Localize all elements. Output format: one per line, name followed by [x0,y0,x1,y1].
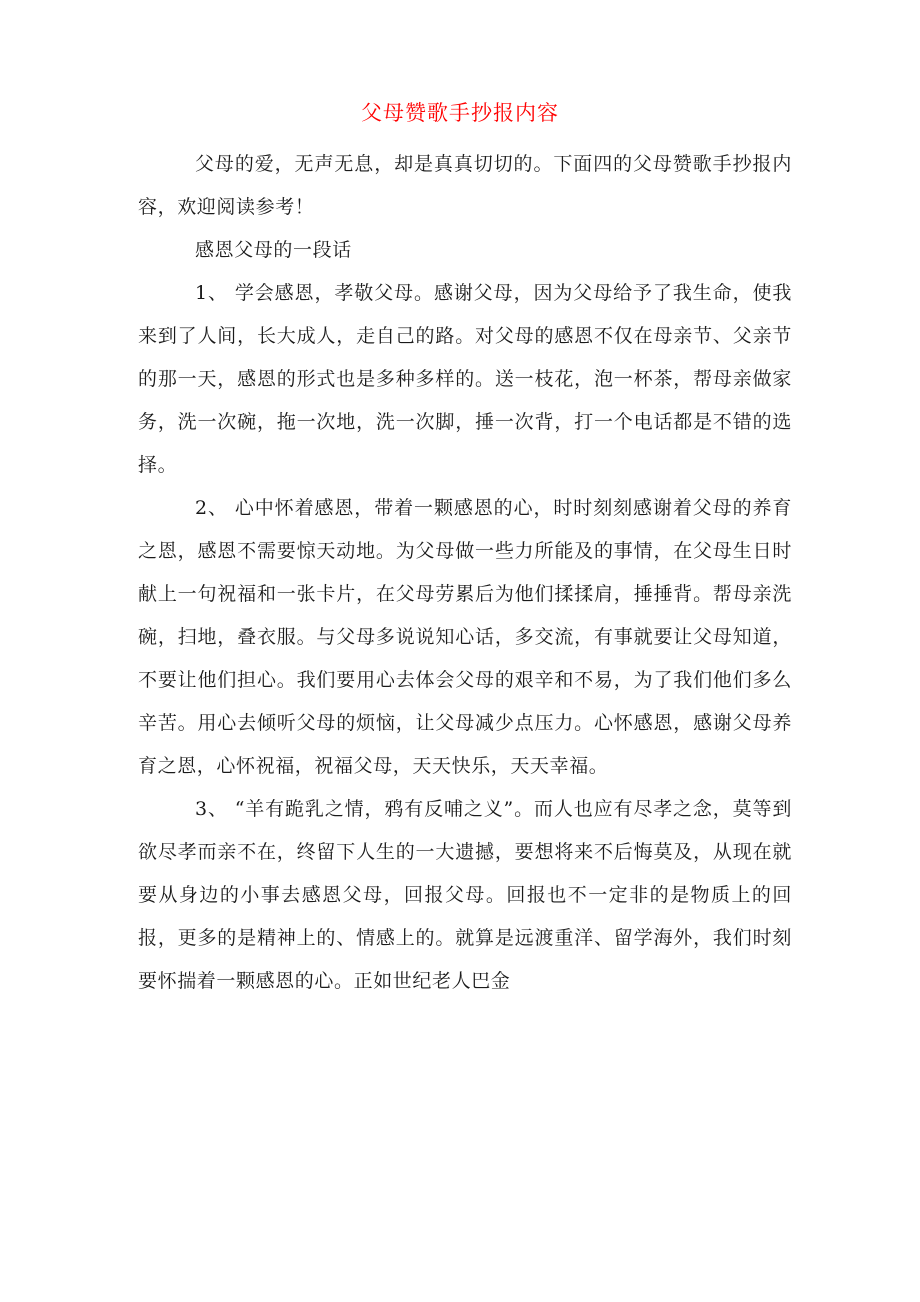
document-body [138,143,792,1003]
section-heading: 感恩父母的一段话 [195,239,352,261]
paragraph-1: 1、 学会感恩，孝敬父母。感谢父母，因为父母给予了我生命，使我来到了人间，长大成人，走自己的路。对父母的感恩不仅在母亲节、父亲节的那一天，感恩的形式也是多种多样的。送一枝花，泡一杯茶，帮母亲做家务，洗一次碗，拖一次地，洗一次脚，捶一次背，打一个电话都是不错的选择。 [138,282,792,476]
paragraph-2: 2、 心中怀着感恩，带着一颗感恩的心，时时刻刻感谢着父母的养育之恩，感恩不需要惊天动地。为父母做一些力所能及的事情，在父母生日时献上一句祝福和一张卡片，在父母劳累后为他们揉揉肩，捶捶背。帮母亲洗碗，扫地，叠衣服。与父母多说说知心话，多交流，有事就要让父母知道，不要让他们担心。我们要用心去体会父母的艰辛和不易，为了我们他们多么辛苦。用心去倾听父母的烦恼，让父母减少点压力。心怀感恩，感谢父母养育之恩，心怀祝福，祝福父母，天天快乐，天天幸福。 [138,497,792,777]
document-title: 父母赞歌手抄报内容 [361,101,559,125]
paragraph-3: 3、 “羊有跪乳之情，鸦有反哺之义”。而人也应有尽孝之念，莫等到欲尽孝而亲不在，终留下人生的一大遗撼，要想将来不后悔莫及，从现在就要从身边的小事去感恩父母，回报父母。回报也不一定非的是物质上的回报，更多的是精神上的、情感上的。就算是远渡重洋、留学海外，我们时刻要怀揣着一颗感恩的心。正如世纪老人巴金 [138,798,792,992]
intro-paragraph: 父母的爱，无声无息，却是真真切切的。下面四的父母赞歌手抄报内容，欢迎阅读参考！ [138,153,792,218]
